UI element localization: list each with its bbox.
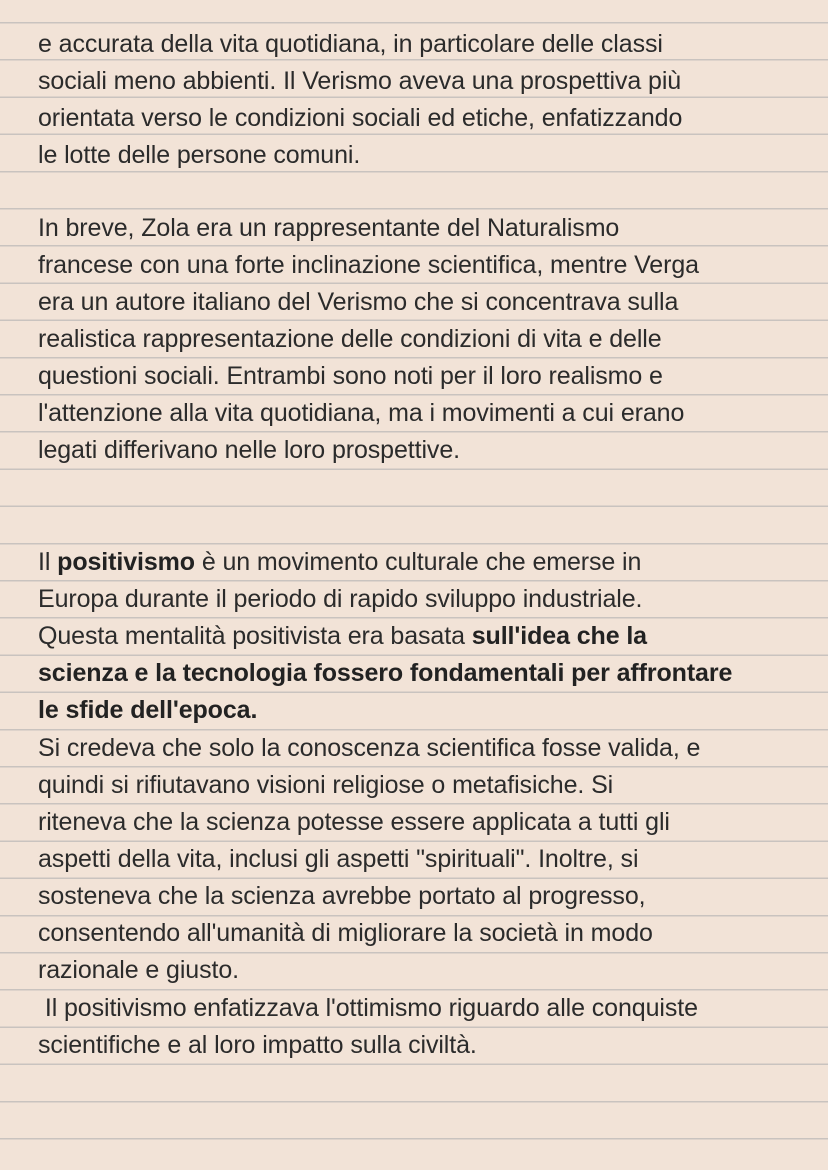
text-line: era un autore italiano del Verismo che si concentrava sulla xyxy=(38,288,679,316)
text-line: In breve, Zola era un rappresentante del Naturalismo xyxy=(38,214,620,242)
text-run: Questa mentalità positivista era basata xyxy=(38,622,472,650)
text-line xyxy=(38,618,808,655)
text-line: scientifiche e al loro impatto sulla civiltà. xyxy=(38,1031,477,1059)
text-line: realistica rappresentazione delle condizioni di vita e delle xyxy=(38,325,662,353)
text-line: riteneva che la scienza potesse essere applicata a tutti gli xyxy=(38,808,670,836)
text-line: orientata verso le condizioni sociali ed etiche, enfatizzando xyxy=(38,104,683,132)
text-line: sosteneva che la scienza avrebbe portato al progresso, xyxy=(38,882,646,910)
bold-text: scienza e la tecnologia fossero fondamentali per affrontare xyxy=(38,659,733,687)
text-line: razionale e giusto. xyxy=(38,956,240,984)
text-run: è un movimento culturale che emerse in xyxy=(194,548,642,576)
text-line: francese con una forte inclinazione scientifica, mentre Verga xyxy=(38,251,699,279)
text-line: e accurata della vita quotidiana, in particolare delle classi xyxy=(38,30,663,58)
bold-text: sull'idea che la xyxy=(471,622,647,650)
text-line: sociali meno abbienti. Il Verismo aveva una prospettiva più xyxy=(38,67,682,95)
text-line xyxy=(38,655,808,692)
text-line: le lotte delle persone comuni. xyxy=(38,141,361,169)
text-line: Europa durante il periodo di rapido sviluppo industriale. xyxy=(38,585,643,613)
text-line: Si credeva che solo la conoscenza scientifica fosse valida, e xyxy=(38,734,701,762)
text-line: quindi si rifiutavano visioni religiose o metafisiche. Si xyxy=(38,771,614,799)
text-line: Il positivismo enfatizzava l'ottimismo riguardo alle conquiste xyxy=(38,994,698,1022)
bold-text: le sfide dell'epoca. xyxy=(38,696,258,724)
text-line: l'attenzione alla vita quotidiana, ma i movimenti a cui erano xyxy=(38,399,685,427)
text-line: questioni sociali. Entrambi sono noti per il loro realismo e xyxy=(38,362,663,390)
text-line: aspetti della vita, inclusi gli aspetti "spirituali". Inoltre, si xyxy=(38,845,639,873)
text-line xyxy=(38,544,808,581)
text-run: Il xyxy=(38,548,58,576)
text-line: consentendo all'umanità di migliorare la società in modo xyxy=(38,919,653,947)
bold-term: positivismo xyxy=(57,548,195,576)
text-line: legati differivano nelle loro prospettive. xyxy=(38,436,460,464)
text-line xyxy=(38,692,808,729)
